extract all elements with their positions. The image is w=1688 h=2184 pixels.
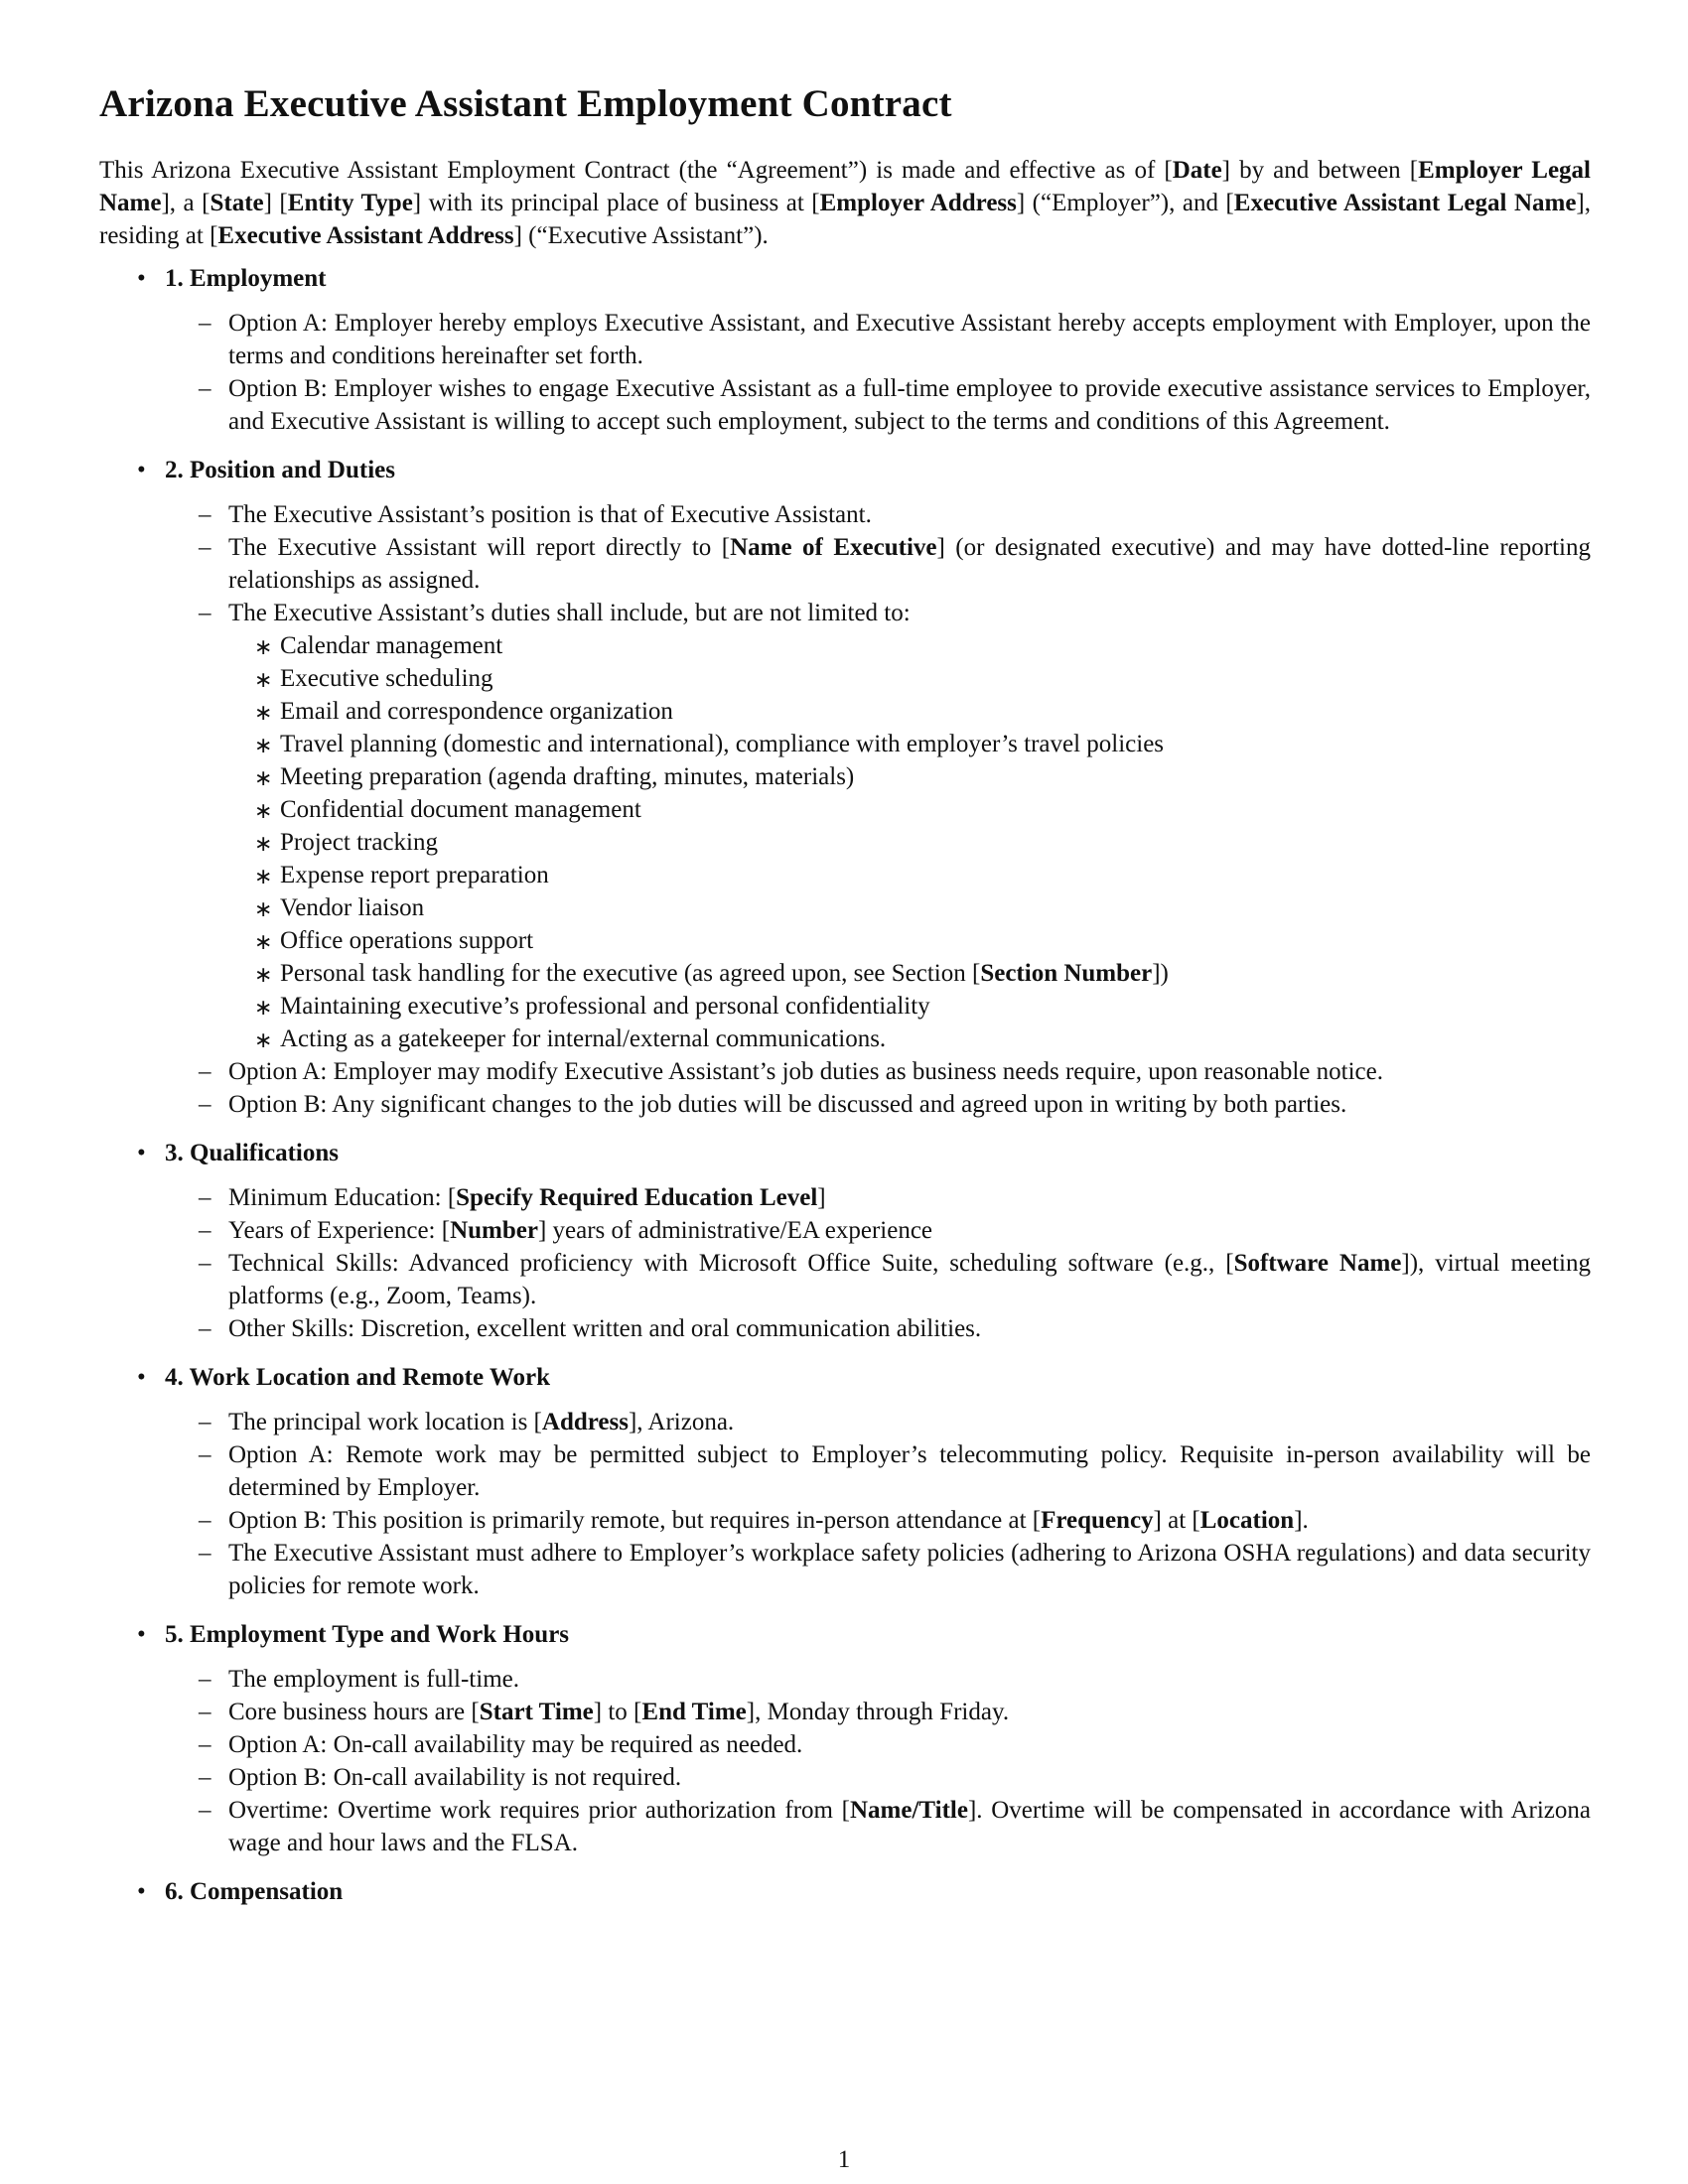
placeholder-field: End Time [641,1699,747,1725]
dash-marker-icon: – [199,1217,211,1244]
clause-item [199,1312,1591,1345]
asterisk-marker-icon: ∗ [254,765,273,790]
text-run: Option A: Employer may modify Executive Assistant’s job duties as business needs require, upon reasonable notice. [228,1058,1383,1085]
text-run: ] to [ [593,1699,642,1725]
section-heading: 6. Compensation [165,1878,344,1905]
clause-list [165,307,1591,438]
dash-marker-icon: – [199,1666,211,1693]
clause-item [199,307,1591,372]
text-run: Office operations support [280,927,534,954]
text-run: Vendor liaison [280,894,425,921]
text-run: ], Arizona. [628,1409,735,1435]
dash-marker-icon: – [199,600,211,626]
clause-list [165,1406,1591,1602]
clause-item [199,1696,1591,1728]
dash-marker-icon: – [199,501,211,528]
text-run: Option A: Employer hereby employs Executive Assistant, and Executive Assistant hereby accepts employment with Employer, upon the terms and conditions hereinafter set forth. [228,310,1591,369]
text-run: ], residing at [ [99,190,1591,249]
text-run: Confidential document management [280,796,641,823]
text-run: ] (“Employer”), and [ [1016,190,1234,216]
clause-item [199,1247,1591,1312]
text-run: Other Skills: Discretion, excellent written and oral communication abilities. [228,1315,982,1342]
text-run: Project tracking [280,829,438,856]
clause-item [199,1537,1591,1602]
clause-item [199,597,1591,1055]
text-run: Option B: Employer wishes to engage Executive Assistant as a full-time employee to provide executive assistance services to Employer, and Executive Assistant is willing to accept such employment, subject to the terms and conditions of this Agreement. [228,375,1591,435]
text-run: Email and correspondence organization [280,698,673,725]
section-item [99,1875,1591,1908]
text-run: The Executive Assistant’s position is that of Executive Assistant. [228,501,872,528]
duty-item [254,793,1591,826]
duty-item [254,1023,1591,1055]
duty-item [254,990,1591,1023]
clause-item [199,1794,1591,1859]
asterisk-marker-icon: ∗ [254,798,273,823]
document-title: Arizona Executive Assistant Employment Contract [99,82,952,125]
placeholder-field: Employer Legal Name [99,157,1591,216]
text-run: Years of Experience: [ [228,1217,451,1244]
bullet-icon: • [137,457,146,483]
text-run: ] at [ [1153,1507,1200,1534]
section-heading: 1. Employment [165,265,327,292]
asterisk-marker-icon: ∗ [254,733,273,757]
placeholder-field: Software Name [1233,1250,1402,1277]
placeholder-field: Name of Executive [730,534,937,561]
asterisk-marker-icon: ∗ [254,929,273,954]
dash-marker-icon: – [199,1764,211,1791]
text-run: The Executive Assistant will report directly to [ [228,534,731,561]
asterisk-marker-icon: ∗ [254,864,273,888]
text-run: ] (or designated executive) and may have dotted-line reporting relationships as assigned. [228,534,1591,594]
text-run: ], Monday through Friday. [746,1699,1010,1725]
asterisk-marker-icon: ∗ [254,995,273,1020]
clause-item [199,1438,1591,1504]
text-run: The employment is full-time. [228,1666,519,1693]
text-run: ] by and between [ [1221,157,1419,184]
section-item [99,1618,1591,1859]
text-run: ] [ [263,190,288,216]
dash-marker-icon: – [199,1091,211,1118]
section-item [99,1361,1591,1602]
text-run: ] (“Executive Assistant”). [513,222,769,249]
placeholder-field: Name/Title [850,1797,968,1824]
text-run: ], a [ [161,190,211,216]
clause-item [199,498,1591,531]
clause-item [199,1088,1591,1121]
text-run: ]. [1294,1507,1309,1534]
dash-marker-icon: – [199,1731,211,1758]
placeholder-field: Date [1172,157,1222,184]
placeholder-field: Number [450,1217,538,1244]
document-body [99,154,1591,1908]
clause-item [199,1055,1591,1088]
bullet-icon: • [137,265,146,292]
duty-item [254,826,1591,859]
asterisk-marker-icon: ∗ [254,667,273,692]
bullet-icon: • [137,1140,146,1166]
text-run: Travel planning (domestic and international), compliance with employer’s travel policies [280,731,1165,757]
clause-item [199,372,1591,438]
document-page [99,81,1591,1924]
dash-marker-icon: – [199,1250,211,1277]
section-heading: 4. Work Location and Remote Work [165,1364,550,1391]
clause-item [199,1728,1591,1761]
clause-item [199,1181,1591,1214]
bullet-icon: • [137,1878,146,1905]
intro-paragraph [99,154,1591,252]
text-run: Executive scheduling [280,665,493,692]
placeholder-field: Frequency [1041,1507,1154,1534]
placeholder-field: Start Time [479,1699,594,1725]
placeholder-field: Employer Address [819,190,1017,216]
placeholder-field: Location [1199,1507,1295,1534]
text-run: Acting as a gatekeeper for internal/external communications. [280,1025,887,1052]
dash-marker-icon: – [199,1507,211,1534]
asterisk-marker-icon: ∗ [254,831,273,856]
placeholder-field: State [210,190,264,216]
duty-item [254,760,1591,793]
duty-list [228,629,1591,1055]
dash-marker-icon: – [199,1441,211,1468]
duty-item [254,728,1591,760]
dash-marker-icon: – [199,1699,211,1725]
text-run: The Executive Assistant must adhere to Employer’s workplace safety policies (adhering to Arizona OSHA regulations) and data security policies for remote work. [228,1540,1591,1599]
asterisk-marker-icon: ∗ [254,634,273,659]
section-heading: 5. Employment Type and Work Hours [165,1621,570,1648]
placeholder-field: Specify Required Education Level [456,1184,818,1211]
clause-item [199,1214,1591,1247]
clause-item [199,1663,1591,1696]
duty-item [254,957,1591,990]
text-run: ]. Overtime will be compensated in accordance with Arizona wage and hour laws and the FLSA. [228,1797,1591,1856]
clause-item [199,531,1591,597]
duty-item [254,629,1591,662]
dash-marker-icon: – [199,1184,211,1211]
text-run: Option B: On-call availability is not required. [228,1764,682,1791]
text-run: Technical Skills: Advanced proficiency with Microsoft Office Suite, scheduling software (e.g., [ [228,1250,1234,1277]
dash-marker-icon: – [199,310,211,337]
section-item [99,1137,1591,1345]
asterisk-marker-icon: ∗ [254,1027,273,1052]
clause-list [165,1181,1591,1345]
clause-list [165,498,1591,1121]
dash-marker-icon: – [199,1540,211,1567]
section-list [99,262,1591,1908]
text-run: Option B: Any significant changes to the job duties will be discussed and agreed upon in writing by both parties. [228,1091,1347,1118]
clause-item [199,1406,1591,1438]
placeholder-field: Section Number [980,960,1153,987]
text-run: ] years of administrative/EA experience [537,1217,933,1244]
text-run: Overtime: Overtime work requires prior authorization from [ [228,1797,850,1824]
placeholder-field: Entity Type [287,190,413,216]
text-run: Personal task handling for the executive (as agreed upon, see Section [ [280,960,981,987]
text-run: ] with its principal place of business at [ [412,190,820,216]
text-run: This Arizona Executive Assistant Employment Contract (the “Agreement”) is made and effective as of [ [99,157,1173,184]
clause-list [165,1663,1591,1859]
section-heading: 2. Position and Duties [165,457,395,483]
text-run: ]), virtual meeting platforms (e.g., Zoom, Teams). [228,1250,1591,1309]
section-item [99,262,1591,438]
clause-item [199,1504,1591,1537]
dash-marker-icon: – [199,1409,211,1435]
dash-marker-icon: – [199,1797,211,1824]
section-heading: 3. Qualifications [165,1140,340,1166]
text-run: ]) [1152,960,1169,987]
text-run: Option B: This position is primarily remote, but requires in-person attendance at [ [228,1507,1042,1534]
placeholder-field: Executive Assistant Legal Name [1233,190,1577,216]
duty-item [254,891,1591,924]
text-run: ] [817,1184,826,1211]
dash-marker-icon: – [199,375,211,402]
duty-item [254,695,1591,728]
text-run: Option A: On-call availability may be required as needed. [228,1731,803,1758]
text-run: Core business hours are [ [228,1699,480,1725]
dash-marker-icon: – [199,1315,211,1342]
text-run: Option A: Remote work may be permitted subject to Employer’s telecommuting policy. Requisite in-person availability will be determined by Employer. [228,1441,1591,1501]
clause-item [199,1761,1591,1794]
text-run: Meeting preparation (agenda drafting, minutes, materials) [280,763,855,790]
bullet-icon: • [137,1621,146,1648]
page-number: 1 [837,2146,851,2173]
text-run: The principal work location is [ [228,1409,542,1435]
asterisk-marker-icon: ∗ [254,700,273,725]
text-run: Calendar management [280,632,503,659]
text-run: Maintaining executive’s professional and personal confidentiality [280,993,930,1020]
asterisk-marker-icon: ∗ [254,962,273,987]
dash-marker-icon: – [199,534,211,561]
dash-marker-icon: – [199,1058,211,1085]
placeholder-field: Executive Assistant Address [217,222,514,249]
asterisk-marker-icon: ∗ [254,896,273,921]
text-run: Expense report preparation [280,862,549,888]
text-run: The Executive Assistant’s duties shall include, but are not limited to: [228,600,911,626]
duty-item [254,924,1591,957]
duty-item [254,859,1591,891]
section-item [99,454,1591,1121]
bullet-icon: • [137,1364,146,1391]
placeholder-field: Address [541,1409,629,1435]
text-run: Minimum Education: [ [228,1184,457,1211]
duty-item [254,662,1591,695]
